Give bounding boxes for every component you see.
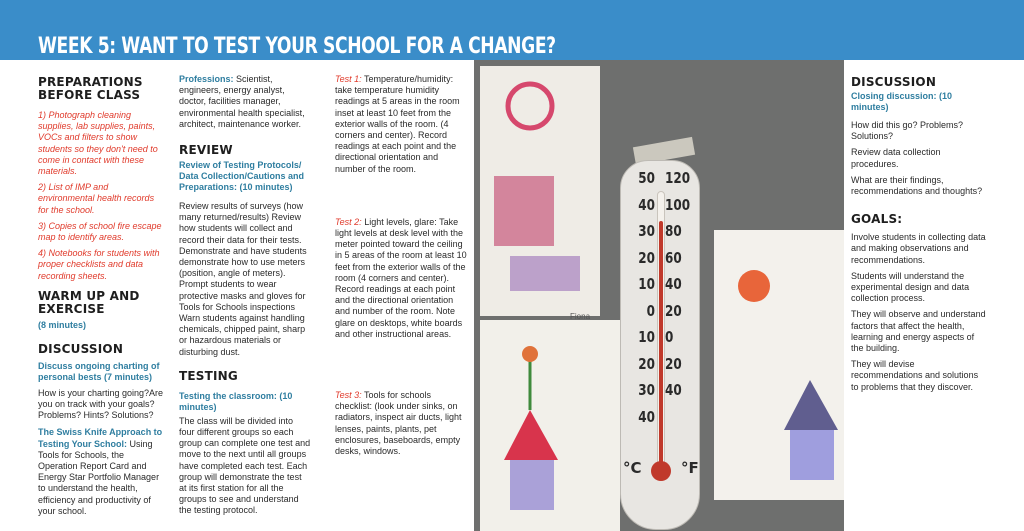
swiss-knife-paragraph [38,427,166,517]
professions-text: Scientist, engineers, energy analyst, doctor, facilities manager, environmental health specialist, architect, maintenance worker. [179,74,305,129]
prep-heading-line2: BEFORE CLASS [38,88,141,102]
test2-paragraph [335,217,467,340]
discussion-heading: DISCUSSION [38,341,124,356]
celsius-tick-label: 30 [638,381,655,399]
thermometer-photo [474,60,844,531]
warmup-heading [38,290,166,316]
page-title: WEEK 5: WANT TO TEST YOUR SCHOOL FOR A CHANGE? [38,34,556,59]
test3-text: Tools for schools checklist: (look under sinks, on radiators, inspect air ducts, light lenses, paints, plants, pet enclosures, baseboards, empty desks, windows. [335,390,462,457]
closing-discussion-subheading: Closing discussion: (10 minutes) [851,91,953,112]
closing-discussion-heading: DISCUSSION [851,75,937,89]
fahrenheit-tick-label: 80 [665,222,682,240]
child-drawing-top [480,66,600,316]
goal-item: They will observe and understand factors that affect the health, learning and energy aspects of the building. [851,309,986,354]
warmup-heading-line2: EXERCISE [38,301,105,316]
fahrenheit-tick-label: 20 [665,354,682,373]
thermometer-bulb [651,461,671,481]
celsius-tick-label: 20 [638,354,655,373]
drawing-doodles [480,66,600,316]
celsius-tick-label: 10 [638,328,655,346]
test2-text: Light levels, glare: Take light levels at desk level with the meter pointed toward the ceiling in 5 areas of the room at least 10 feet from the exterior walls of the room (4 corners and center). Record readings at each point and the directional orientation and number of the room. Note glare on desktops, white boards and other instructional areas. [335,216,467,339]
professions-label: Professions: [179,74,234,84]
thermometer-mercury [659,221,663,471]
fahrenheit-tick-label: 100 [665,195,691,214]
goal-item: Students will understand the experimental design and data collection process. [851,270,970,304]
prep-heading [38,76,166,102]
celsius-tick-label: 0 [646,301,655,320]
review-text: Review results of surveys (how many returned/results) Review how students will collect and record their data for their tests. Demonstrate and have students demonstrate how to use meters (position, angle of meters). Prompt students to wear protective masks and gloves for Tools for Schools inspections Warn students against handling chemicals, chipped paint, sharp or hazardous materials or disturbing dust. [179,201,307,357]
celsius-tick-label: 30 [638,222,655,240]
test1-label: Test 1: [335,74,362,84]
celsius-tick-label: 10 [638,275,655,293]
celsius-tick-label: 50 [638,169,655,187]
thermometer [620,160,700,530]
fahrenheit-tick-label: 40 [665,275,682,293]
prep-item: 2) List of IMP and environmental health records for the school. [38,182,155,215]
child-drawing-bottom-left [480,312,620,531]
celsius-tick-label: 20 [638,248,655,267]
prep-item: 1) Photograph cleaning supplies, lab supplies, paints, VOCs and filters to show students so they don't need to come in contact with these materials. [38,110,158,177]
goal-item: Involve students in collecting data and making observations and recommendations. [851,232,986,265]
fahrenheit-tick-label: 20 [665,301,682,320]
child-drawing-right [714,230,844,500]
test3-paragraph [335,390,467,457]
goal-item: They will devise recommendations and solutions to problems that they discover. [851,359,979,392]
testing-heading: TESTING [179,368,238,383]
closing-item: How did this go? Problems? Solutions? [851,120,964,142]
swiss-knife-label: The Swiss Knife Approach to Testing Your School: [38,427,163,449]
prep-heading-line1: PREPARATIONS [38,75,143,89]
review-heading: REVIEW [179,143,233,158]
celsius-tick-label: 40 [638,407,655,426]
closing-item: What are their findings, recommendations and thoughts? [851,174,983,197]
celsius-tick-label: 40 [638,195,655,214]
column-discussion-goals [851,70,987,398]
test1-text: Temperature/humidity: take temperature humidity readings at 5 areas in the room inset at least 10 feet from the exterior walls of the room. (4 corners and center). Record readings at each point and the directional orientation and number of the room. [335,74,460,174]
swiss-knife-text: Using Tools for Schools, the Operation Report Card and Energy Star Portfolio Manager to understand the health, efficiency and productivity of your school. [38,438,160,516]
closing-item: Review data collection procedures. [851,147,941,169]
drawing-signature: Fiona [570,312,591,321]
column-preparations [38,70,166,522]
page-banner [0,0,1024,60]
drawing-house [480,320,620,531]
review-subheading: Review of Testing Protocols/ Data Collection/Cautions and Preparations: (10 minutes) [179,160,305,193]
testing-text: The class will be divided into four different groups so each group can complete one test and move to the next until all groups have completed each test. Each group will demonstrate the test at its first station for all the groups to see and understand the testing protocol. [179,415,311,516]
professions-paragraph [179,74,311,130]
test2-label: Test 2: [335,216,362,227]
discussion-subheading: Discuss ongoing charting of personal bests (7 minutes) [38,360,160,382]
drawing-sun-house [714,230,844,500]
fahrenheit-tick-label: 0 [665,328,674,346]
fahrenheit-unit: °F [681,459,699,477]
prep-item: 3) Copies of school fire escape map to identify areas. [38,220,162,243]
celsius-unit: °C [623,459,642,477]
column-tests [335,70,467,462]
warmup-minutes: (8 minutes) [38,319,87,330]
fahrenheit-tick-label: 40 [665,381,682,399]
prep-item: 4) Notebooks for students with proper checklists and data recording sheets. [38,248,160,281]
testing-subheading: Testing the classroom: (10 minutes) [179,390,293,412]
fahrenheit-tick-label: 120 [665,169,691,187]
goals-heading: GOALS: [851,212,903,227]
fahrenheit-tick-label: 60 [665,248,682,267]
test1-paragraph [335,74,467,175]
test3-label: Test 3: [335,390,362,401]
column-review-testing [179,70,311,522]
discussion-text: How is your charting going?Are you on track with your goals? Problems? Hints? Solutions? [38,387,164,421]
warmup-heading-line1: WARM UP AND [38,288,140,303]
